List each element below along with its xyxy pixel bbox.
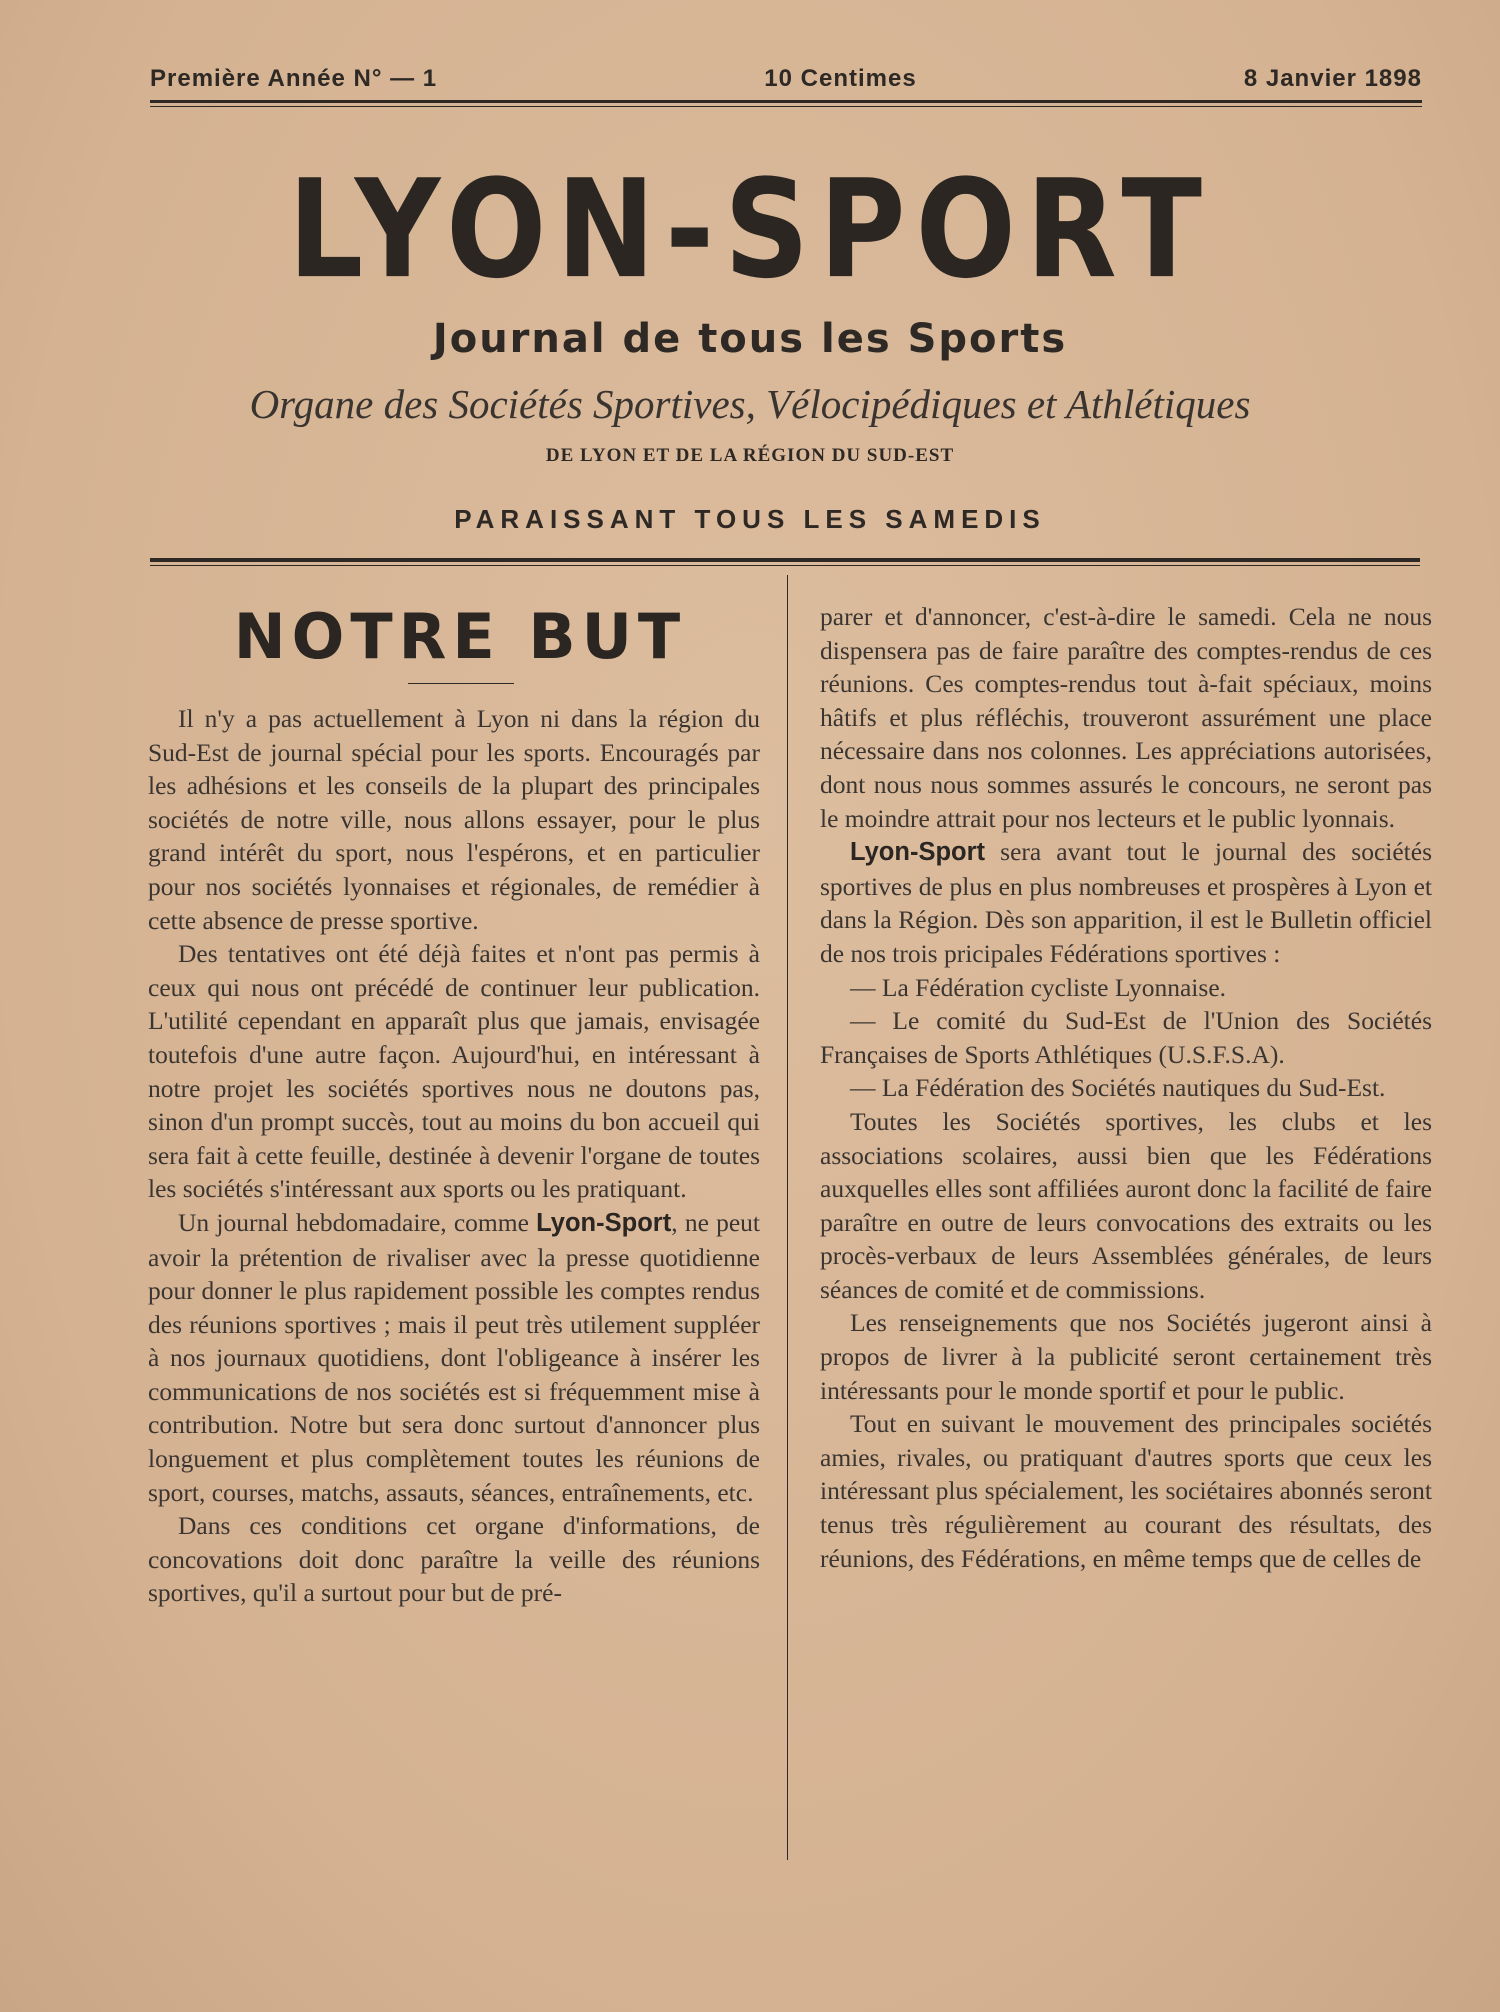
newspaper-subtitle: Journal de tous les Sports (432, 316, 1068, 362)
paragraph (820, 835, 1432, 970)
region-line: DE LYON ET DE LA RÉGION DU SUD-EST (545, 445, 955, 466)
paragraph: parer et d'annoncer, c'est-à-dire le samedi. Cela ne nous dispensera pas de faire paraître des comptes-rendus de ces réunions. Ces comptes-rendus tout à-fait spéciaux, moins hâtifs et plus réfléchis, trouveront assurément une place nécessaire dans nos colonnes. Les appréciations autorisées, dont nous nous sommes assurés le concours, ne seront pas le moindre attrait pour nos lecteurs et le public lyonnais. (820, 602, 1432, 833)
paragraph-text: sera avant tout le journal des sociétés sportives de plus en plus nombreuses et prospères à Lyon et dans la Région. Dès son apparition, il est le Bulletin officiel de nos trois pricipales Fédérations sportives : (820, 837, 1432, 968)
newspaper-title: LYON-SPORT (288, 149, 1212, 309)
article-headline: NOTRE BUT (233, 600, 687, 673)
left-column (148, 702, 760, 1610)
price: 10 Centimes (764, 65, 917, 92)
brand-name: Lyon-Sport (850, 838, 986, 867)
frequency-line: PARAISSANT TOUS LES SAMEDIS (454, 504, 1046, 534)
paragraph: Tout en suivant le mouvement des principales sociétés amies, rivales, ou pratiquant d'autres sports que ceux les intéressant plus spécialement, les sociétaires abonnés seront tenus très régulièrement au courant des résultats, des réunions, des Fédérations, en même temps que de celles de (820, 1409, 1432, 1573)
paragraph: Il n'y a pas actuellement à Lyon ni dans la région du Sud-Est de journal spécial pour les sports. Encouragés par les adhésions et les conseils de la plupart des principales sociétés de notre ville, nous allons essayer, pour le plus grand intérêt du sport, nous l'espérons, et en particulier pour nos sociétés lyonnaises et régionales, de remédier à cette absence de presse sportive. (148, 704, 760, 935)
issue-date: 8 Janvier 1898 (1243, 65, 1422, 92)
paragraph: Dans ces conditions cet organe d'informations, de concovations doit donc paraître la veille des réunions sportives, qu'il a surtout pour but de pré- (148, 1511, 760, 1608)
list-item: — La Fédération des Sociétés nautiques du Sud-Est. (850, 1073, 1386, 1103)
column-divider (787, 575, 788, 1860)
paragraph-text: , ne peut avoir la prétention de rivaliser avec la presse quotidienne pour donner le plus rapidement possible les comptes rendus des réunions sportives ; mais il peut très utilement suppléer à nos journaux quotidiens, dont l'obligeance à insérer les communications de nos sociétés est si fréquemment mise à contribution. Notre but sera donc surtout d'annoncer plus longuement et plus complètement toutes les réunions de sport, courses, matchs, assauts, séances, entraînements, etc. (148, 1207, 761, 1507)
paragraph: Les renseignements que nos Sociétés jugeront ainsi à propos de livrer à la publicité seront certainement très intéressants pour le monde sportif et pour le public. (820, 1308, 1432, 1405)
organe-line: Organe des Sociétés Sportives, Vélocipédiques et Athlétiques (249, 381, 1251, 427)
masthead-rule (150, 558, 1420, 566)
paragraph: Des tentatives ont été déjà faites et n'ont pas permis à ceux qui nous ont précédé de continuer leur publication. L'utilité cependant en apparaît plus que jamais, envisagée toutefois d'une autre façon. Aujourd'hui, en intéressant à notre projet les sociétés sportives nous ne doutons pas, sinon d'un prompt succès, tout au moins du bon accueil qui sera fait à cette feuille, destinée à devenir l'organe de toutes les sociétés s'intéressant aux sports ou les pratiquant. (148, 939, 760, 1204)
paragraph: Toutes les Sociétés sportives, les clubs et les associations scolaires, aussi bien que les Fédérations auxquelles elles sont affiliées auront donc la facilité de faire paraître en outre de leurs convocations des extraits ou les procès-verbaux de leurs Assemblées générales, de leurs séances de comité et de commissions. (820, 1106, 1432, 1304)
issue-line (150, 65, 1422, 93)
paragraph (148, 1206, 760, 1509)
brand-name: Lyon-Sport (536, 1208, 672, 1237)
headline-rule (408, 683, 514, 684)
paragraph-text: Un journal hebdomadaire, comme (178, 1207, 529, 1237)
list-item: — Le comité du Sud-Est de l'Union des Sociétés Françaises de Sports Athlétiques (U.S.F.S.A). (820, 1006, 1432, 1069)
top-rule (150, 100, 1422, 107)
list-item: — La Fédération cycliste Lyonnaise. (850, 972, 1227, 1002)
issue-number: Première Année N° — 1 (150, 65, 438, 92)
right-column (820, 600, 1432, 1575)
